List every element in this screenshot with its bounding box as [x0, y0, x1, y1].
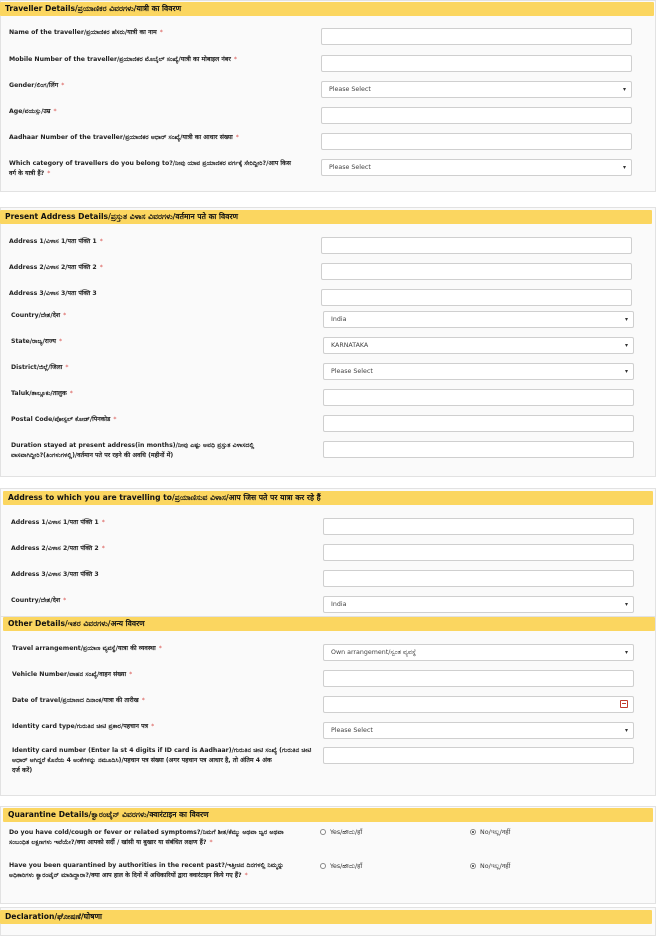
- radio-unchecked-icon[interactable]: [320, 829, 326, 835]
- aadhaar-label: Aadhaar Number of the traveller/ಪ್ರಯಾಣಿಕರ ಆಧಾರ್ ಸಂಖ್ಯೆ/यात्री का आधार संख्या *: [9, 134, 239, 141]
- dest-addr2-input[interactable]: [323, 544, 634, 561]
- chevron-down-icon: ▾: [624, 342, 628, 349]
- age-label: Age/ವಯಸ್ಸು/उम्र *: [9, 108, 57, 115]
- q1-yes-radio[interactable]: Yes/ಹೌದು/हाँ: [320, 828, 362, 838]
- chevron-down-icon: ▾: [624, 316, 628, 323]
- present-country-label: Country/ದೇಶ/देश *: [11, 312, 67, 319]
- postal-input[interactable]: [323, 415, 634, 432]
- traveller-header: Traveller Details/ಪ್ರಯಾಣಿಕರ ವಿವರಗಳು/यात्री का विवरण: [0, 2, 654, 16]
- mobile-label: Mobile Number of the traveller/ಪ್ರಯಾಣಿಕರ ಮೊಬೈಲ್ ಸಂಖ್ಯೆ/यात्री का मोबाइल नंबर *: [9, 56, 237, 63]
- duration-input[interactable]: [323, 441, 634, 458]
- gender-select[interactable]: Please Select ▾: [321, 81, 632, 98]
- state-label: State/ರಾಜ್ಯ/राज्य *: [11, 338, 63, 345]
- present-country-select[interactable]: India ▾: [323, 311, 634, 328]
- state-select[interactable]: KARNATAKA ▾: [323, 337, 634, 354]
- idnum-input[interactable]: [323, 747, 634, 764]
- arrangement-label: Travel arrangement/ಪ್ರಯಾಣ ವ್ಯವಸ್ಥೆ/यात्रा की व्यवस्था *: [12, 645, 162, 652]
- chevron-down-icon: ▾: [624, 649, 628, 656]
- date-input[interactable]: [323, 696, 634, 713]
- present-addr3-label: Address 3/ವಿಳಾಸ 3/पता पंक्ति 3: [9, 290, 97, 297]
- dest-addr3-label: Address 3/ವಿಳಾಸ 3/पता पंक्ति 3: [11, 571, 99, 578]
- radio-checked-icon[interactable]: [470, 863, 476, 869]
- q2-yes-radio[interactable]: Yes/ಹೌದು/हाँ: [320, 862, 362, 872]
- dest-addr1-label: Address 1/ವಿಳಾಸ 1/पता पंक्ति 1 *: [11, 519, 105, 526]
- q1-no-radio[interactable]: No/ಇಲ್ಲ/नहीं: [470, 828, 510, 838]
- q2-label: Have you been quarantined by authorities in the recent past?/ಇತ್ತೀಚಿನ ದಿನಗಳಲ್ಲಿ ನಿಮ್ಮನ್ನು ಅಧಿಕಾರಿಗಳು ಕ್ವಾರಂಟೈನ್ ಮಾಡಿದ್ದಾರಾ?/क्या आप हाल के दिनों में अधिकारियों द्वारा क्वारंटाइन किये गए हैं? *: [9, 862, 284, 879]
- vehicle-input[interactable]: [323, 670, 634, 687]
- arrangement-select[interactable]: Own arrangement/ಸ್ವಂತ ವ್ಯವಸ್ಥೆ ▾: [323, 644, 634, 661]
- destination-header: Address to which you are travelling to/ಪ್ರಯಾಣಿಸುವ ವಿಳಾಸ/आप जिस पते पर यात्रा कर रहे हैं: [3, 491, 653, 505]
- aadhaar-input[interactable]: [321, 133, 632, 150]
- traveller-name-label: Name of the traveller/ಪ್ರಯಾಣಿಕರ ಹೆಸರು/यात्री का नाम *: [9, 29, 163, 36]
- district-select[interactable]: Please Select ▾: [323, 363, 634, 380]
- traveller-name-input[interactable]: [321, 28, 632, 45]
- duration-label: Duration stayed at present address(in months)/ನೀವು ಎಷ್ಟು ಅವಧಿ ಪ್ರಸ್ತುತ ವಿಳಾಸದಲ್ಲಿ ವಾಸವಾಗಿದ್ದೀರಿ?(ತಿಂಗಳುಗಳಲ್ಲಿ)/वर्तमान पते पर रहने की अवधि (महीनों में): [11, 442, 255, 459]
- chevron-down-icon: ▾: [622, 86, 626, 93]
- idnum-label: Identity card number (Enter la st 4 digits if ID card is Aadhaar)/ಗುರುತಿನ ಚೀಟಿ ಸಂಖ್ಯೆ (ಗುರುತಿನ ಚೀಟಿ ಆಧಾರ್ ಆಗಿದ್ದರೆ ಕೊನೆಯ 4 ಅಂಕೆಗಳನ್ನು ನಮೂದಿಸಿ)/पहचान पत्र संख्या (अगर पहचान पत्र आधार है, तो अंतिम 4 अंक दर्ज करें): [12, 747, 312, 774]
- dest-addr3-input[interactable]: [323, 570, 634, 587]
- dest-country-select[interactable]: India ▾: [323, 596, 634, 613]
- mobile-input[interactable]: [321, 55, 632, 72]
- vehicle-label: Vehicle Number/ವಾಹನ ಸಂಖ್ಯೆ/वाहन संख्या *: [12, 671, 133, 678]
- gender-label: Gender/ಲಿಂಗ/लिंग *: [9, 82, 65, 89]
- chevron-down-icon: ▾: [622, 164, 626, 171]
- taluk-label: Taluk/ತಾಲ್ಲೂಕು/तालुक *: [11, 390, 73, 397]
- postal-label: Postal Code/ಪೋಸ್ಟಲ್ ಕೋಡ್/पिनकोड *: [11, 416, 117, 423]
- age-input[interactable]: [321, 107, 632, 124]
- q1-label: Do you have cold/cough or fever or related symptoms?/ನಿಮಗೆ ಶೀತ/ಕೆಮ್ಮು ಅಥವಾ ಜ್ವರ ಅಥವಾ ಸಂಬಂಧಿತ ಲಕ್ಷಣಗಳು ಇವೆಯೇ?/क्या आपको सर्दी / खांसी या बुखार या संबंधित लक्षण हैं? *: [9, 829, 284, 846]
- dest-addr2-label: Address 2/ವಿಳಾಸ 2/पता पंक्ति 2 *: [11, 545, 105, 552]
- idtype-select[interactable]: Please Select ▾: [323, 722, 634, 739]
- taluk-input[interactable]: [323, 389, 634, 406]
- chevron-down-icon: ▾: [624, 727, 628, 734]
- category-label: Which category of travellers do you belong to?/ನೀವು ಯಾವ ಪ್ರಯಾಣಿಕರ ವರ್ಗಕ್ಕೆ ಸೇರಿದ್ದೀರಿ?/आप किस वर्ग के यात्री हैं? *: [9, 160, 291, 177]
- present-addr1-label: Address 1/ವಿಳಾಸ 1/पता पंक्ति 1 *: [9, 238, 103, 245]
- dest-country-label: Country/ದೇಶ/देश *: [11, 597, 67, 604]
- chevron-down-icon: ▾: [624, 368, 628, 375]
- declaration-header: Declaration/ಘೋಷಣೆ/घोषणा: [0, 910, 652, 924]
- present-addr3-input[interactable]: [321, 289, 632, 306]
- present-addr2-input[interactable]: [321, 263, 632, 280]
- present-addr2-label: Address 2/ವಿಳಾಸ 2/पता पंक्ति 2 *: [9, 264, 103, 271]
- radio-unchecked-icon[interactable]: [320, 863, 326, 869]
- q2-no-radio[interactable]: No/ಇಲ್ಲ/नहीं: [470, 862, 510, 872]
- calendar-icon[interactable]: [620, 700, 628, 708]
- other-header: Other Details/ಇತರ ವಿವರಗಳು/अन्य विवरण: [3, 617, 655, 631]
- present-header: Present Address Details/ಪ್ರಸ್ತುತ ವಿಳಾಸ ವಿವರಗಳು/वर्तमान पते का विवरण: [0, 210, 652, 224]
- present-addr1-input[interactable]: [321, 237, 632, 254]
- dest-addr1-input[interactable]: [323, 518, 634, 535]
- quarantine-header: Quarantine Details/ಕ್ವಾರಂಟೈನ್ ವಿವರಗಳು/क्वारंटाइन का विवरण: [3, 808, 653, 822]
- chevron-down-icon: ▾: [624, 601, 628, 608]
- idtype-label: Identity card type/ಗುರುತಿನ ಚೀಟಿ ಪ್ರಕಾರ/पहचान पत्र *: [12, 723, 155, 730]
- district-label: District/ಜಿಲ್ಲೆ/जिला *: [11, 364, 69, 371]
- date-label: Date of travel/ಪ್ರಯಾಣದ ದಿನಾಂಕ/यात्रा की तारीख *: [12, 697, 145, 704]
- radio-checked-icon[interactable]: [470, 829, 476, 835]
- category-select[interactable]: Please Select ▾: [321, 159, 632, 176]
